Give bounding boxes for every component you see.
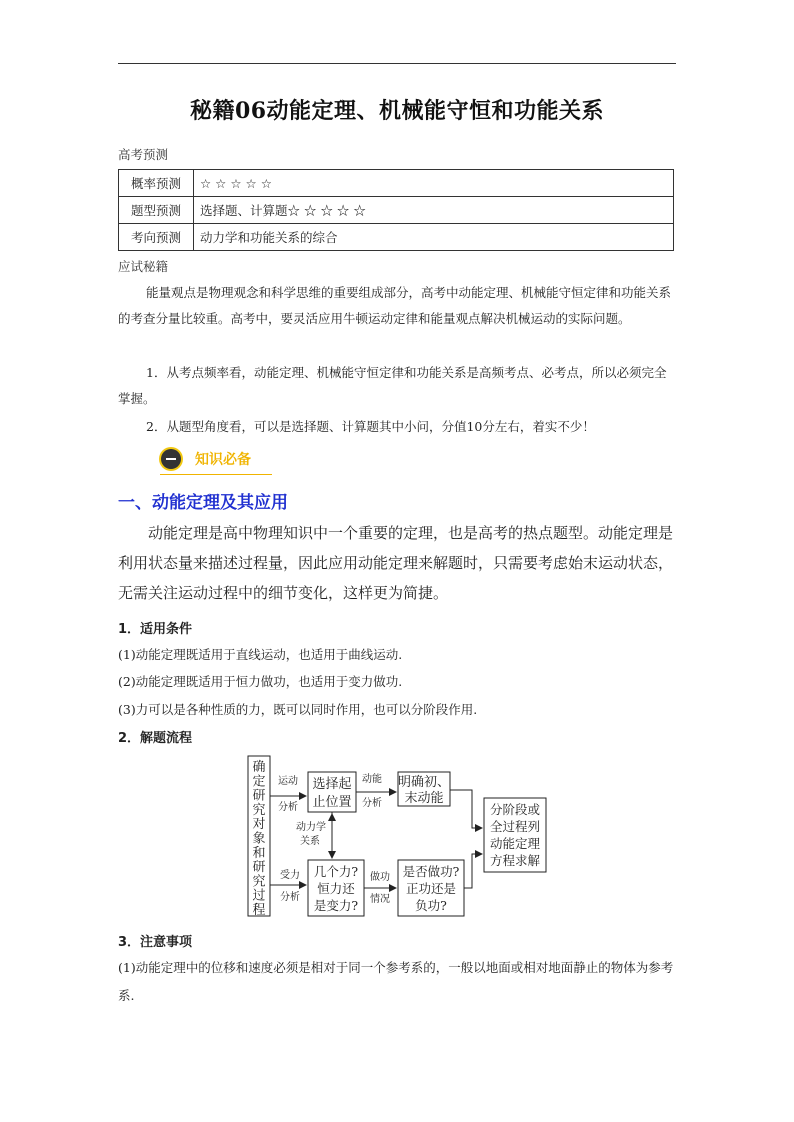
table-value: 选择题、计算题☆ ☆ ☆ ☆ ☆ <box>194 197 674 224</box>
condition-item: (2)动能定理既适用于恒力做功，也适用于变力做功. <box>118 674 403 689</box>
start-char: 程 <box>252 903 266 918</box>
force-text-2: 恒力还 <box>317 881 355 896</box>
start-char: 对 <box>252 817 266 833</box>
dynamics-label-1: 动力学 <box>296 822 326 833</box>
work-text-2: 正功还是 <box>405 881 457 896</box>
header-rule <box>118 63 676 64</box>
table-row <box>119 170 674 197</box>
work-text-3: 负功? <box>415 898 447 913</box>
tips-label: 应试秘籍 <box>118 259 169 274</box>
arrow-force-label-2: 分析 <box>280 892 300 903</box>
kinetic-text-1: 明确初、 <box>397 775 451 790</box>
final-text-4: 方程求解 <box>489 853 541 868</box>
start-char: 研 <box>252 860 266 876</box>
tips-paragraph: 能量观点是物理观念和科学思维的重要组成部分，高考中动能定理、机械能守恒定律和功能关系的考查分量比较重。高考中，要灵活应用牛顿运动定律和能量观点解决机械运动的实际问题。 <box>118 285 672 326</box>
table-value: ☆ ☆ ☆ ☆ ☆ <box>194 170 674 197</box>
arrow-kinetic-label-1: 动能 <box>362 774 382 785</box>
table-key: 概率预测 <box>119 170 194 197</box>
subheading-process: 2．解题流程 <box>118 731 193 746</box>
arrow-force-label-1: 受力 <box>280 870 300 881</box>
select-text-1: 选择起 <box>312 777 352 792</box>
select-text-2: 止位置 <box>312 795 352 810</box>
start-char: 究 <box>252 874 266 890</box>
dynamics-label-2: 关系 <box>300 836 320 847</box>
final-text-1: 分阶段或 <box>489 802 541 817</box>
table-row <box>119 197 674 224</box>
start-char: 定 <box>252 774 266 790</box>
subheading-conditions: 1．适用条件 <box>118 622 193 637</box>
force-text-1: 几个力? <box>313 864 359 879</box>
section-intro: 动能定理是高中物理知识中一个重要的定理，也是高考的热点题型。动能定理是利用状态量来描述过程量，因此应用动能定理来解题时，只需要考虑始末运动状态，无需关注运动过程中的细节变化，这样更为简捷。 <box>118 524 674 602</box>
table-row <box>119 224 674 251</box>
start-char: 确 <box>252 760 266 775</box>
arrow-kinetic-label-2: 分析 <box>362 798 382 809</box>
solution-flowchart <box>240 750 550 920</box>
arrow-to-final-bottom <box>464 854 482 888</box>
force-text-3: 是变力? <box>313 898 359 913</box>
final-text-3: 动能定理 <box>489 836 541 851</box>
forecast-label: 高考预测 <box>118 147 169 162</box>
final-text-2: 全过程列 <box>489 819 541 834</box>
table-value: 动力学和功能关系的综合 <box>194 224 674 251</box>
start-char: 过 <box>252 888 266 904</box>
table-key: 题型预测 <box>119 197 194 224</box>
condition-item: (3)力可以是各种性质的力，既可以同时作用，也可以分阶段作用. <box>118 702 478 717</box>
minus-circle-icon <box>161 449 181 469</box>
start-char: 象 <box>252 831 266 847</box>
start-char: 研 <box>252 788 266 804</box>
note-item: (1)动能定理中的位移和速度必须是相对于同一个参考系的，一般以地面或相对地面静止的物体为参考系. <box>118 960 674 1003</box>
subheading-notes: 3．注意事项 <box>118 935 193 950</box>
page-title: 秘籍06动能定理、机械能守恒和功能关系 <box>189 98 605 124</box>
arrow-motion-label-2: 分析 <box>278 802 298 813</box>
arrow-work-label-2: 情况 <box>370 894 390 905</box>
start-char: 和 <box>252 845 266 861</box>
work-text-1: 是否做功? <box>402 864 460 879</box>
section-heading: 一、动能定理及其应用 <box>118 493 288 513</box>
badge-underline <box>160 474 272 475</box>
arrow-motion-label-1: 运动 <box>278 776 298 787</box>
badge-label: 知识必备 <box>195 452 251 468</box>
knowledge-badge <box>161 446 251 472</box>
condition-item: (1)动能定理既适用于直线运动，也适用于曲线运动. <box>118 647 403 662</box>
arrow-work-label-1: 做功 <box>370 872 390 883</box>
tips-paragraph: 2．从题型角度看，可以是选择题、计算题其中小问，分值10分左右，着实不少！ <box>146 419 595 434</box>
table-key: 考向预测 <box>119 224 194 251</box>
tips-paragraph: 1．从考点频率看，动能定理、机械能守恒定律和功能关系是高频考点、必考点，所以必须完全掌握。 <box>118 365 667 406</box>
kinetic-text-2: 末动能 <box>404 791 444 806</box>
forecast-table <box>118 169 674 251</box>
flow-start-text <box>252 760 265 918</box>
arrow-to-final-top <box>450 790 482 828</box>
start-char: 究 <box>252 802 266 818</box>
